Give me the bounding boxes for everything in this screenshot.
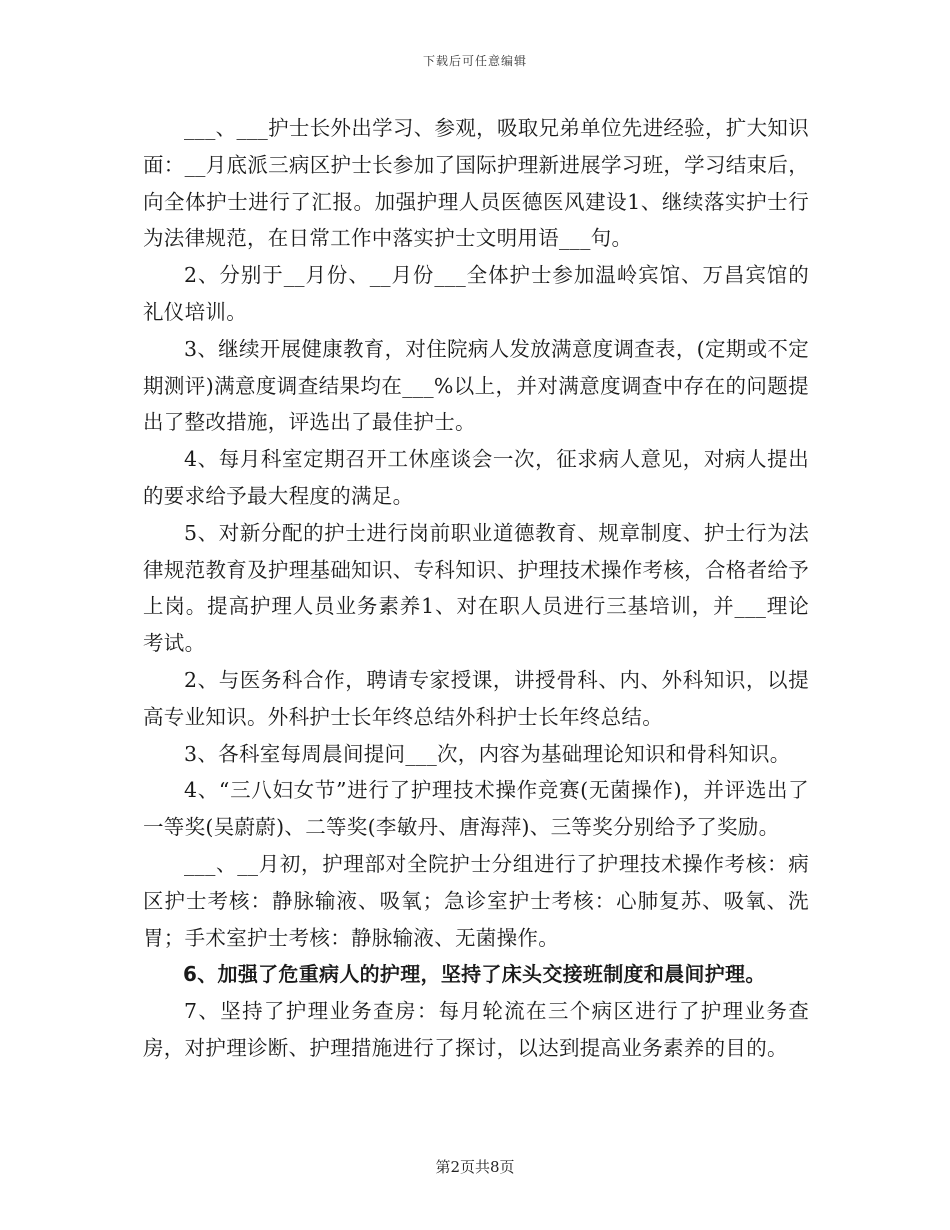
paragraph-3: 3、继续开展健康教育，对住院病人发放满意度调查表，(定期或不定期测评)满意度调查结果均在___%以上，并对满意度调查中存在的问题提出了整改措施，评选出了最佳护士。 [143,336,809,435]
paragraph-2: 2、分别于__月份、__月份___全体护士参加温岭宾馆、万昌宾馆的礼仪培训。 [143,263,809,324]
paragraph-4: 4、每月科室定期召开工休座谈会一次，征求病人意见，对病人提出的要求给予最大程度的满足。 [143,447,809,508]
paragraph-8: 4、“三八妇女节”进行了护理技术操作竞赛(无菌操作)，并评选出了一等奖(吴蔚蔚)、二等奖(李敏丹、唐海萍)、三等奖分别给予了奖励。 [143,778,809,840]
paragraph-6: 2、与医务科合作，聘请专家授课，讲授骨科、内、外科知识，以提高专业知识。外科护士长年终总结外科护士长年终总结。 [143,667,809,729]
paragraph-10-bold: 6、加强了危重病人的护理，坚持了床头交接班制度和晨间护理。 [183,962,766,987]
paragraph-7: 3、各科室每周晨间提问___次，内容为基础理论知识和骨科知识。 [184,741,791,766]
document-body [143,110,809,1067]
paragraph-5: 5、对新分配的护士进行岗前职业道德教育、规章制度、护士行为法律规范教育及护理基础知识、专科知识、护理技术操作考核，合格者给予上岗。提高护理人员业务素养1、对在职人员进行三基培训，并___理论考试。 [143,520,809,656]
paragraph-9: ___、__月初，护理部对全院护士分组进行了护理技术操作考核：病区护士考核：静脉输液、吸氧；急诊室护士考核：心肺复苏、吸氧、洗胃；手术室护士考核：静脉输液、无菌操作。 [143,851,809,950]
page-header: 下载后可任意编辑 [422,54,527,68]
paragraph-11: 7、坚持了护理业务查房：每月轮流在三个病区进行了护理业务查房，对护理诊断、护理措施进行了探讨，以达到提高业务素养的目的。 [143,999,809,1060]
paragraph-1: ___、___护士长外出学习、参观，吸取兄弟单位先进经验，扩大知识面：__月底派三病区护士长参加了国际护理新进展学习班，学习结束后，向全体护士进行了汇报。加强护理人员医德医风建设1、继续落实护士行为法律规范，在日常工作中落实护士文明用语___句。 [143,116,809,251]
page-number: 第2页共8页 [435,1158,515,1176]
